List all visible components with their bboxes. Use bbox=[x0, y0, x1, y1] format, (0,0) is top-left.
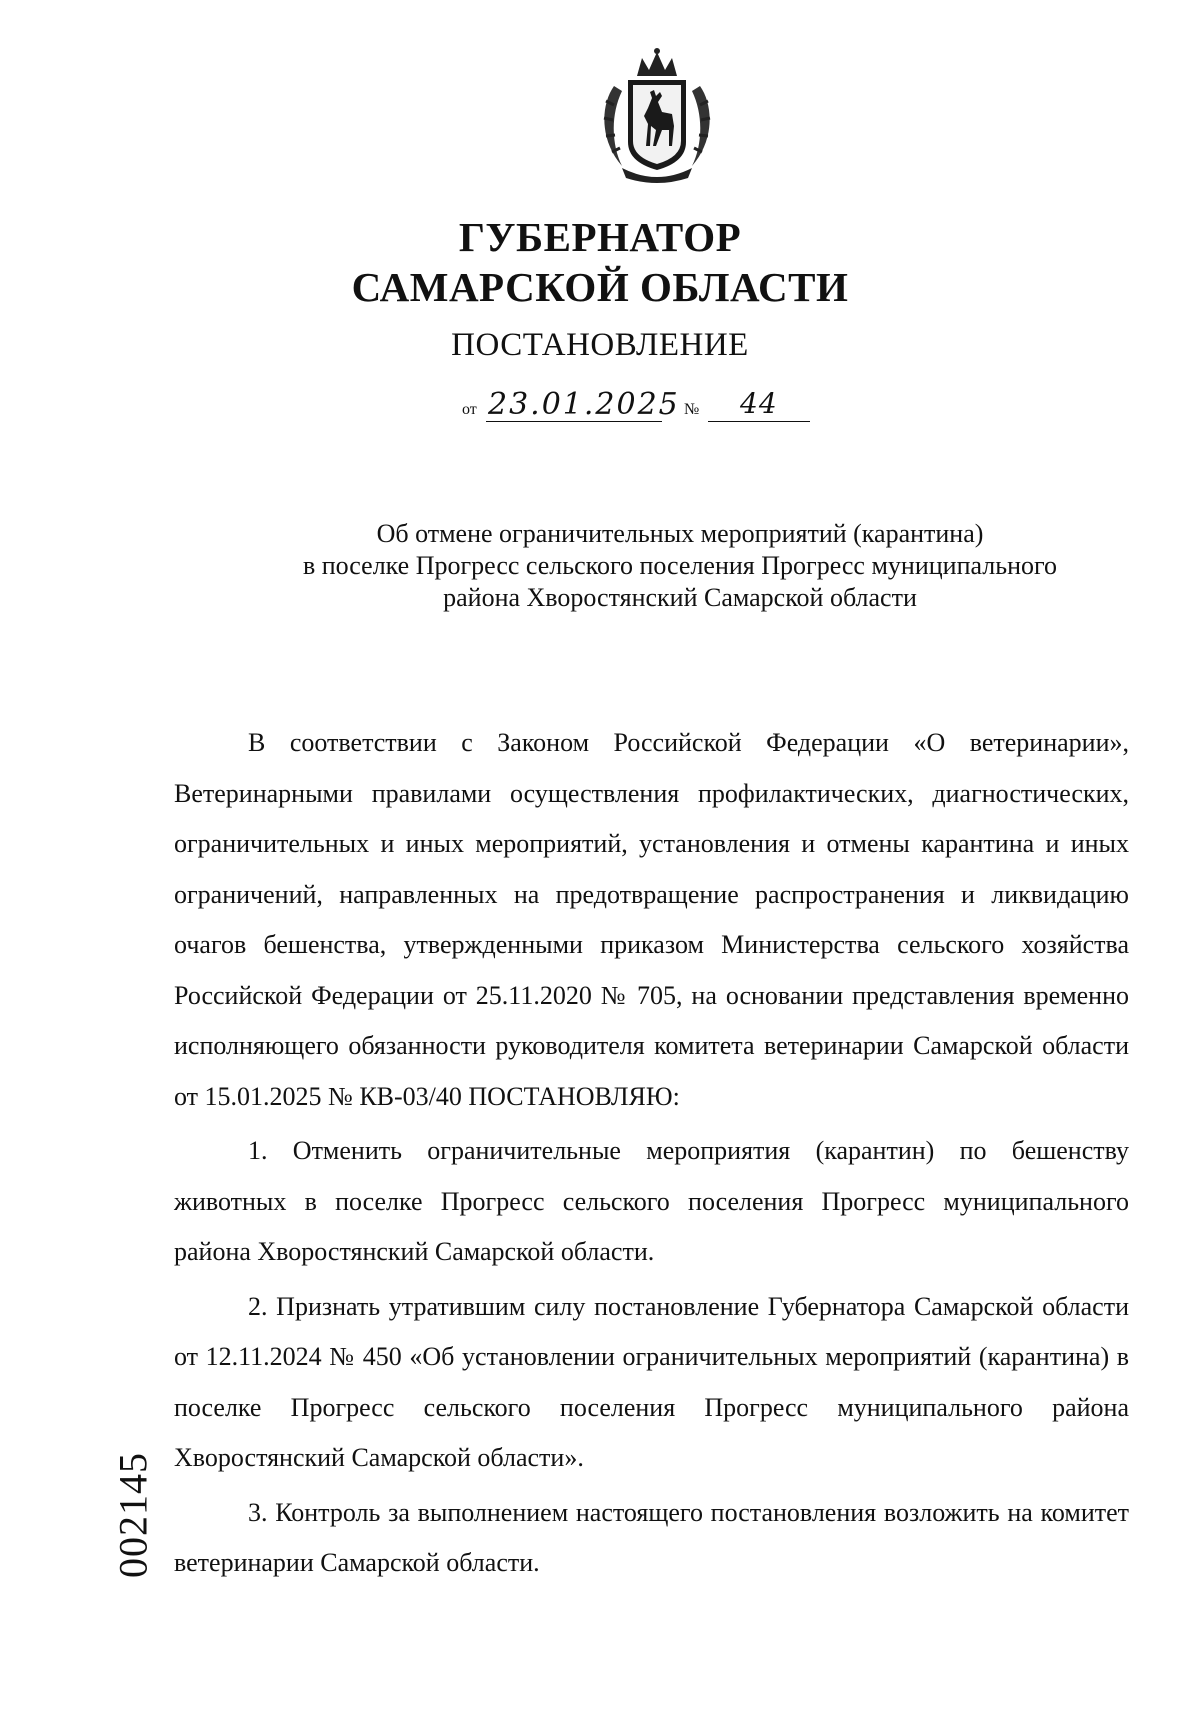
decree-date: 23.01.2025 bbox=[488, 387, 680, 422]
preamble-paragraph: В соответствии с Законом Российской Федерации «О ветеринарии», Ветеринарными правилами осуществления профилактических, диагностических, ограничительных и иных мероприятий, установления и отмены карантина и иных ограничений, направленных на предотвращение распространения и ликвидацию очагов бешенства, утвержденными приказом Министерства сельского хозяйства Российской Федерации от 25.11.2020 № 705, на основании представления временно исполняющего обязанности руководителя комитета ветеринарии Самарской области от 15.01.2025 № КВ-03/40 ПОСТАНОВЛЯЮ: bbox=[174, 728, 1129, 1111]
subject-line3: района Хворостянский Самарской области bbox=[443, 583, 917, 612]
side-serial-number: 002145 bbox=[110, 1452, 156, 1578]
item-1-paragraph: 1. Отменить ограничительные мероприятия (карантин) по бешенству животных в поселке Прогресс сельского поселения Прогресс муниципального района Хворостянский Самарской области. bbox=[174, 1136, 1129, 1266]
date-prefix: от bbox=[462, 401, 477, 418]
decree-body bbox=[174, 718, 1129, 1589]
document-type: ПОСТАНОВЛЕНИЕ bbox=[451, 327, 749, 363]
subject-line1: Об отмене ограничительных мероприятий (карантина) bbox=[376, 519, 984, 548]
item-3-paragraph: 3. Контроль за выполнением настоящего постановления возложить на комитет ветеринарии Самарской области. bbox=[174, 1497, 1129, 1577]
samara-coat-of-arms-icon bbox=[592, 46, 722, 186]
issuer-title-line1: ГУБЕРНАТОР bbox=[458, 214, 742, 260]
subject-line2: в поселке Прогресс сельского поселения Прогресс муниципального bbox=[302, 551, 1058, 580]
issuer-title bbox=[0, 212, 1200, 312]
decree-subject bbox=[250, 518, 1110, 614]
date-underline bbox=[486, 421, 662, 422]
decree-number: 44 bbox=[740, 387, 778, 420]
date-number-line bbox=[462, 385, 862, 425]
number-underline bbox=[708, 421, 810, 422]
number-prefix: № bbox=[684, 401, 700, 418]
item-2-paragraph: 2. Признать утратившим силу постановление Губернатора Самарской области от 12.11.2024 № 450 «Об установлении ограничительных мероприятий (карантина) в поселке Прогресс сельского поселения Прогресс муниципального района Хворостянский Самарской области». bbox=[174, 1291, 1129, 1472]
issuer-title-line2: САМАРСКОЙ ОБЛАСТИ bbox=[351, 264, 849, 310]
